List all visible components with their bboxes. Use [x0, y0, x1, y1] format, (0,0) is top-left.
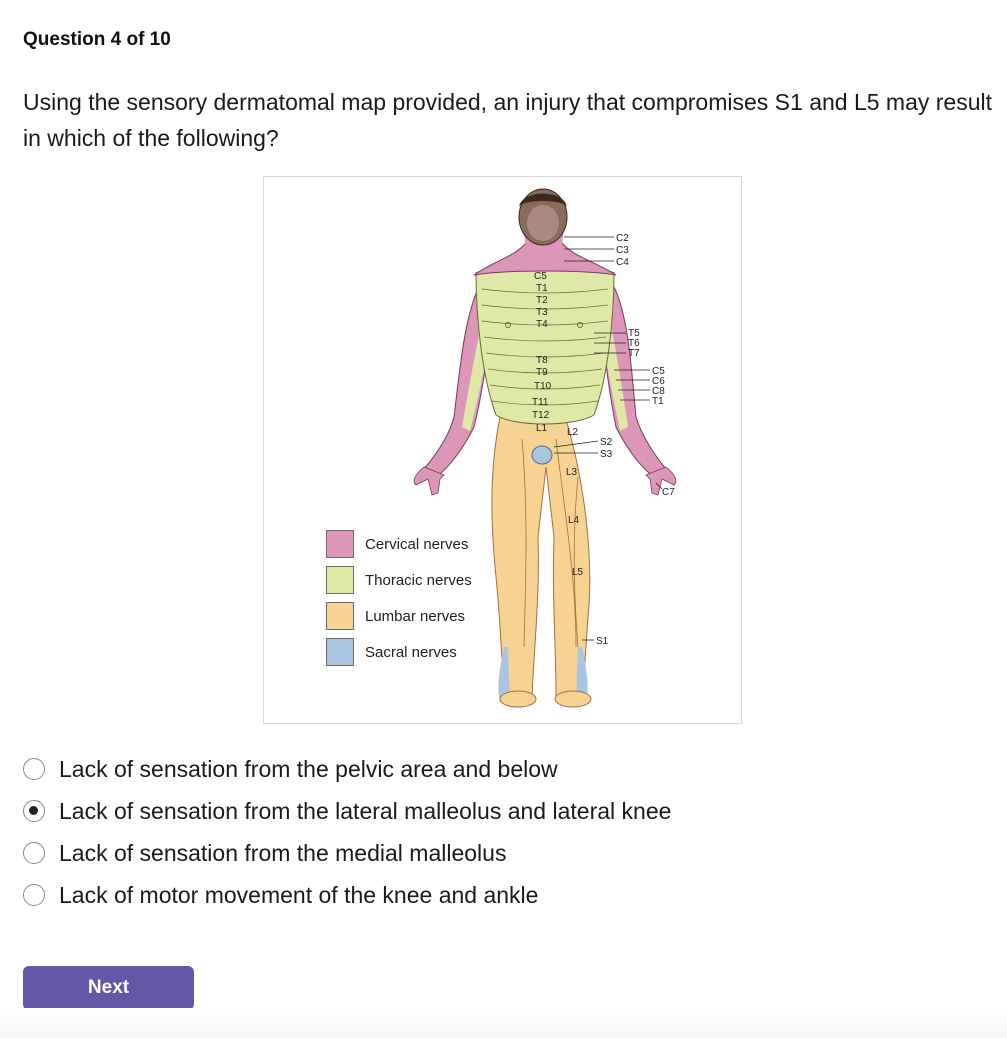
answer-option-label[interactable]: Lack of sensation from the medial malleolus — [59, 839, 507, 866]
label-s2: S2 — [600, 437, 613, 448]
legend-swatch-lumbar — [326, 602, 354, 630]
head — [519, 189, 567, 245]
label-t11: T11 — [532, 397, 549, 408]
dermatome-map-figure — [263, 176, 742, 724]
label-l3: L3 — [566, 467, 578, 478]
label-t1-right: T1 — [652, 396, 664, 407]
label-t3: T3 — [536, 307, 548, 318]
answer-option-label[interactable]: Lack of sensation from the pelvic area and below — [59, 755, 558, 782]
label-c8: C8 — [652, 386, 665, 397]
label-c6: C6 — [652, 376, 665, 387]
legend-label-cervical: Cervical nerves — [365, 535, 469, 553]
legend-item-sacral — [326, 637, 457, 667]
label-c2: C2 — [616, 233, 629, 244]
legend-item-lumbar — [326, 601, 465, 631]
label-t1: T1 — [536, 283, 548, 294]
next-button[interactable]: Next — [23, 966, 194, 1010]
answer-option-3[interactable] — [23, 836, 506, 870]
legend-item-cervical — [326, 529, 468, 559]
question-prompt: Using the sensory dermatomal map provided, an injury that compromises S1 and L5 may result in which of the following? — [23, 89, 993, 151]
page-footer-fade — [0, 1008, 1007, 1038]
answer-option-2[interactable] — [23, 794, 671, 828]
label-c3: C3 — [616, 245, 629, 256]
legend-swatch-cervical — [326, 530, 354, 558]
radio-button-4[interactable] — [23, 884, 45, 906]
label-s3: S3 — [600, 449, 613, 460]
radio-button-3[interactable] — [23, 842, 45, 864]
label-t5: T5 — [628, 328, 640, 339]
label-t2: T2 — [536, 295, 548, 306]
radio-button-2[interactable] — [23, 800, 45, 822]
answer-option-label[interactable]: Lack of sensation from the lateral malleolus and lateral knee — [59, 797, 672, 824]
radio-button-1[interactable] — [23, 758, 45, 780]
legend-label-lumbar: Lumbar nerves — [365, 607, 466, 625]
answer-option-1[interactable] — [23, 752, 558, 786]
legend-label-sacral: Sacral nerves — [365, 643, 457, 661]
label-c4: C4 — [616, 257, 629, 268]
label-t8: T8 — [536, 355, 548, 366]
label-t6: T6 — [628, 338, 640, 349]
label-c7: C7 — [662, 487, 675, 498]
label-l4: L4 — [568, 515, 580, 526]
question-counter: Question 4 of 10 — [23, 29, 171, 50]
label-c5: C5 — [534, 271, 547, 282]
answer-option-label[interactable]: Lack of motor movement of the knee and ankle — [59, 881, 539, 908]
legend-swatch-sacral — [326, 638, 354, 666]
label-l2: L2 — [567, 427, 579, 438]
label-t7: T7 — [628, 348, 640, 359]
label-s1: S1 — [596, 636, 609, 647]
label-l1: L1 — [536, 423, 548, 434]
label-t10: T10 — [534, 381, 552, 392]
label-l5: L5 — [572, 567, 584, 578]
answer-option-4[interactable] — [23, 878, 538, 912]
label-t9: T9 — [536, 367, 548, 378]
label-c5-right: C5 — [652, 366, 665, 377]
label-t12: T12 — [532, 410, 550, 421]
legend-item-thoracic — [326, 565, 472, 595]
legend-label-thoracic: Thoracic nerves — [365, 571, 472, 589]
label-t4: T4 — [536, 319, 548, 330]
legend-swatch-thoracic — [326, 566, 354, 594]
